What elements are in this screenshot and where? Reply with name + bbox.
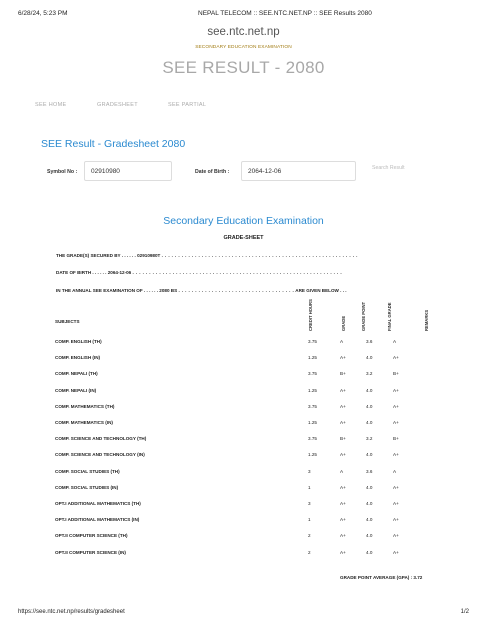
final-grade-cell: A+ <box>393 387 399 393</box>
grade-cell: A+ <box>340 549 346 555</box>
grade-cell: A+ <box>340 355 346 361</box>
grade-point-cell: 3.6 <box>366 468 373 474</box>
subject-cell: COMP. ENGLISH (TH) <box>55 339 102 344</box>
credit-hours-cell: 2 <box>308 533 311 539</box>
exam-value: 2080 BS <box>159 288 178 293</box>
grade-cell: A+ <box>340 517 346 523</box>
subject-cell: COMP. MATHEMATICS (IN) <box>55 420 113 425</box>
grade-cell: A+ <box>340 420 346 425</box>
nav-see-partial[interactable]: SEE PARTIAL <box>168 102 207 108</box>
grade-cell: A+ <box>340 387 346 393</box>
subject-cell: COMP. ENGLISH (IN) <box>55 355 101 361</box>
site-url: see.ntc.net.np <box>207 26 280 38</box>
final-grade-cell: A+ <box>393 549 399 555</box>
subject-cell: COMP. SCIENCE AND TECHNOLOGY (TH) <box>55 436 147 442</box>
final-grade-cell: A+ <box>393 355 399 361</box>
table-row <box>0 339 487 349</box>
secured-by-label: THE GRADE(S) SECURED BY . . . . . . <box>56 253 136 258</box>
grade-point-cell: 4.0 <box>366 387 373 393</box>
site-subtitle: SECONDARY EDUCATION EXAMINATION <box>195 45 292 50</box>
final-grade-cell: A+ <box>393 517 399 523</box>
exam-line <box>56 288 347 293</box>
gpa-text: GRADE POINT AVERAGE (GPA) : 3.72 <box>340 575 423 580</box>
subject-cell: COMP. SOCIAL STUDIES (TH) <box>55 468 120 474</box>
result-heading: Secondary Education Examination <box>163 215 324 227</box>
table-row <box>0 404 487 414</box>
header-subjects: SUBJECTS <box>55 319 80 324</box>
grade-sheet-label: GRADE-SHEET <box>223 235 264 241</box>
table-row <box>0 485 487 495</box>
grade-point-cell: 4.0 <box>366 533 373 539</box>
final-grade-cell: A+ <box>393 403 399 409</box>
exam-suffix: ARE GIVEN BELOW . . . <box>295 288 347 293</box>
grade-point-cell: 4.0 <box>366 403 373 409</box>
subject-cell: OPT.I ADDITIONAL MATHEMATICS (IN) <box>55 517 140 523</box>
grade-cell: A <box>340 339 344 344</box>
credit-hours-cell: 3.75 <box>308 339 317 344</box>
header-credit-hours: CREDIT HOURS <box>308 299 313 331</box>
print-datetime: 6/28/24, 5:23 PM <box>18 10 68 17</box>
grade-point-cell: 4.0 <box>366 517 373 523</box>
table-row <box>0 533 487 543</box>
final-grade-cell: A+ <box>393 452 399 458</box>
grade-cell: A+ <box>340 452 346 458</box>
symbol-label: Symbol No : <box>47 169 78 175</box>
table-row <box>0 371 487 381</box>
table-row <box>0 517 487 527</box>
symbol-input[interactable]: 02910980 <box>84 161 172 181</box>
grade-point-cell: 3.6 <box>366 339 373 344</box>
final-grade-cell: A+ <box>393 420 399 425</box>
subject-cell: OPT.I ADDITIONAL MATHEMATICS (TH) <box>55 501 141 506</box>
header-final-grade: FINAL GRADE <box>387 302 392 331</box>
grade-point-cell: 4.0 <box>366 549 373 555</box>
subject-cell: OPT.II COMPUTER SCIENCE (TH) <box>55 533 128 539</box>
print-page-title: NEPAL TELECOM :: SEE.NTC.NET.NP :: SEE Results 2080 <box>198 10 372 17</box>
result-dob-value: 2064-12-06 <box>107 270 132 275</box>
exam-label: IN THE ANNUAL SEE EXAMINATION OF . . . . . . <box>56 288 159 293</box>
site-title: SEE RESULT - 2080 <box>162 58 325 77</box>
grade-cell: A+ <box>340 533 346 539</box>
grade-cell: A+ <box>340 484 346 490</box>
header-remarks: REMARKS <box>424 309 429 331</box>
final-grade-cell: A <box>393 468 397 474</box>
table-row <box>0 436 487 446</box>
dob-input[interactable]: 2064-12-06 <box>241 161 356 181</box>
subject-cell: COMP. NEPALI (IN) <box>55 387 97 393</box>
credit-hours-cell: 1.25 <box>308 452 317 458</box>
grade-cell: A+ <box>340 501 346 506</box>
subject-cell: COMP. MATHEMATICS (TH) <box>55 403 115 409</box>
secured-by-value: 02910980T <box>137 253 161 258</box>
grade-point-cell: 3.2 <box>366 436 373 442</box>
grade-cell: A+ <box>340 403 346 409</box>
grade-point-cell: 4.0 <box>366 355 373 361</box>
credit-hours-cell: 3.75 <box>308 403 317 409</box>
grade-point-cell: 3.2 <box>366 371 373 377</box>
final-grade-cell: A+ <box>393 533 399 539</box>
final-grade-cell: B+ <box>393 436 399 442</box>
result-dob-dots: . . . . . . . . . . . . . . . . . . . . . . . . . . . . . . . . . . . . . . . . . . . . . . . . . . . . . . . . . . . . . . . <box>132 270 343 275</box>
secured-by-line <box>56 253 358 258</box>
credit-hours-cell: 1.25 <box>308 387 317 393</box>
final-grade-cell: A+ <box>393 484 399 490</box>
credit-hours-cell: 2 <box>308 549 311 555</box>
table-row <box>0 420 487 430</box>
nav-gradesheet[interactable]: GRADESHEET <box>97 102 138 108</box>
dob-line <box>56 270 342 275</box>
subject-cell: COMP. SOCIAL STUDIES (IN) <box>55 484 119 490</box>
nav-see-home[interactable]: SEE HOME <box>35 102 67 108</box>
table-row <box>0 501 487 511</box>
subject-cell: COMP. SCIENCE AND TECHNOLOGY (IN) <box>55 452 145 458</box>
secured-by-dots: . . . . . . . . . . . . . . . . . . . . . . . . . . . . . . . . . . . . . . . . . . . . . . . . . . . . . . . . . . . <box>161 253 358 258</box>
grade-cell: A <box>340 468 344 474</box>
form-heading: SEE Result - Gradesheet 2080 <box>41 138 186 150</box>
grade-point-cell: 4.0 <box>366 452 373 458</box>
table-row <box>0 452 487 462</box>
dob-label: Date of Birth : <box>195 169 230 175</box>
credit-hours-cell: 1 <box>308 517 311 523</box>
print-url: https://see.ntc.net.np/results/gradesheet <box>18 609 125 615</box>
exam-dots: . . . . . . . . . . . . . . . . . . . . . . . . . . . . . . . . . . . <box>178 288 295 293</box>
credit-hours-cell: 1.25 <box>308 420 317 425</box>
final-grade-cell: B+ <box>393 371 399 377</box>
grade-point-cell: 4.0 <box>366 420 373 425</box>
print-page-number: 1/2 <box>460 609 469 615</box>
table-row <box>0 355 487 365</box>
final-grade-cell: A <box>393 339 397 344</box>
grade-point-cell: 4.0 <box>366 501 373 506</box>
header-grade-point: GRADE POINT <box>361 301 366 331</box>
final-grade-cell: A+ <box>393 501 399 506</box>
print-header <box>18 10 469 22</box>
subject-cell: COMP. NEPALI (TH) <box>55 371 98 377</box>
credit-hours-cell: 1.25 <box>308 355 317 361</box>
grade-point-cell: 4.0 <box>366 484 373 490</box>
search-result-button[interactable]: Search Result <box>372 165 405 171</box>
grade-cell: B+ <box>340 436 346 442</box>
credit-hours-cell: 3 <box>308 501 311 506</box>
credit-hours-cell: 1 <box>308 484 311 490</box>
credit-hours-cell: 3.75 <box>308 371 317 377</box>
credit-hours-cell: 3 <box>308 468 311 474</box>
grade-cell: B+ <box>340 371 346 377</box>
result-dob-label: DATE OF BIRTH . . . . . . <box>56 270 107 275</box>
header-grade: GRADE <box>341 315 346 331</box>
subject-cell: OPT.II COMPUTER SCIENCE (IN) <box>55 549 126 555</box>
table-row <box>0 550 487 560</box>
credit-hours-cell: 3.75 <box>308 436 317 442</box>
table-row <box>0 469 487 479</box>
table-row <box>0 388 487 398</box>
